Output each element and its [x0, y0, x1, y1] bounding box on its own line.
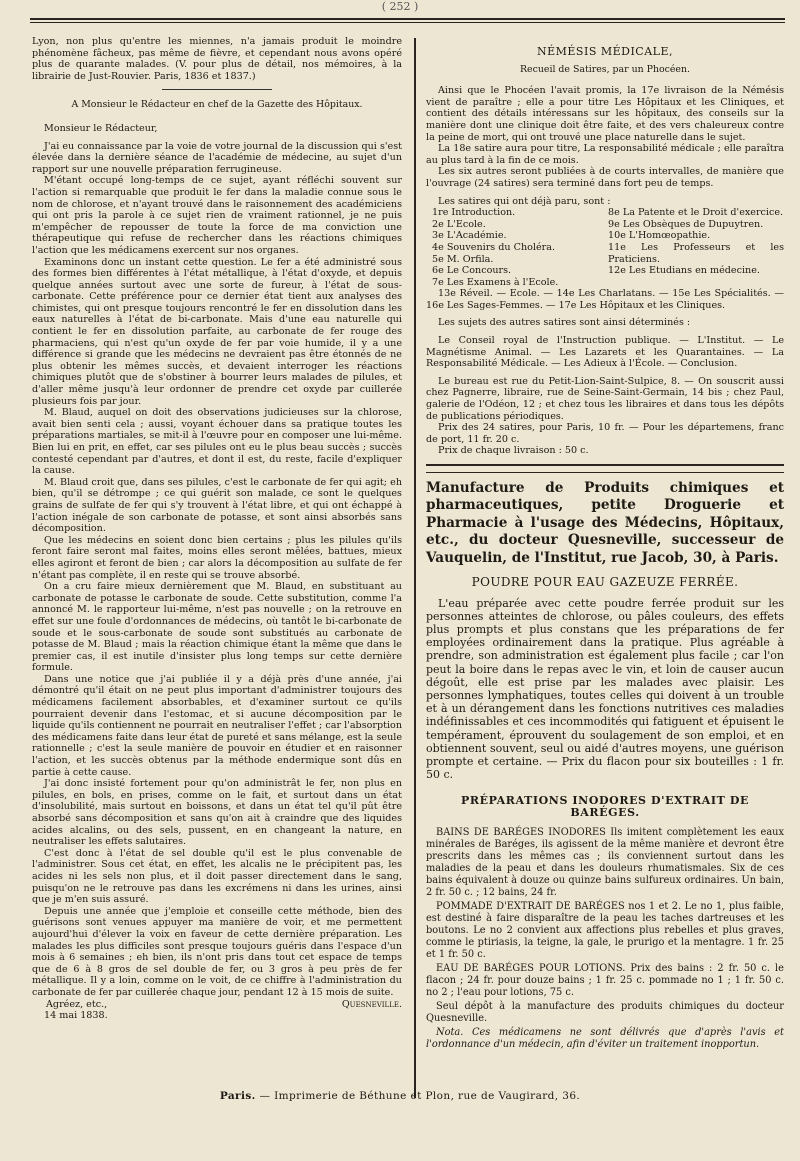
satire-item: 3e L'Académie.: [432, 230, 507, 242]
closing: Agréez, etc.,: [46, 998, 108, 1010]
letter-paragraph: Que les médecins en soient donc bien certains ; plus les pilules qu'ils feront faire seront mal faites, moins elles seront mêlées, battues, mieux elles agiront et feront de bien ; car alors la décomposition au sulfate de fer n'étant pas complète, il en reste qui se trouve absorbé.: [32, 534, 402, 581]
letter-date: 14 mai 1838.: [44, 1010, 108, 1022]
imprint-text: — Imprimerie de Béthune et Plon, rue de Vaugirard, 36.: [259, 1090, 581, 1102]
price-per-issue: Prix de chaque livraison : 50 c.: [438, 445, 589, 457]
letter-paragraph: C'est donc à l'état de sel double qu'il est le plus convenable de l'administrer. Sous cet état, en effet, les alcalis ne le précipitent pas, les acides ni les sels non plus, et il doit passer directement dans le sang, puisqu'on ne le retrouve pas dans les excrémens ni dans les urines, ainsi que je m'en suis assuré.: [32, 847, 402, 906]
satire-item: 4e Souvenirs du Choléra.: [432, 241, 556, 253]
letter-paragraph: Examinons donc un instant cette question. Le fer a été administré sous des formes bien différentes à l'état métallique, à l'état d'oxyde, et depuis quelque années surtout avec une sorte de fureur, à l'état de sous-carbonate. Cette préférence pour ce dernier état tient aux analyses des chimistes, qui ont presque toujours rencontré le fer en dissolution dans les eaux naturelles à l'état de bi-carbonate. Mais d'une eau naturelle qui contient le fer en dissolution parfaite, au carbonate de fer rouge des pharmaciens, qui n'est qu'un oxyde de fer par voie humide, il y a une différence si grande que les médecins ne devraient pas être étonnés de ne plus obtenir les mêmes succès, et devaient interroger les réactions chimiques plutôt que de s'obstiner à bourrer leurs malades de pilules, et d'aller même jusqu'à leur ordonner de prendre cet oxyde par cuillerée plusieurs fois par jour.: [32, 256, 402, 407]
subjects-intro: Les sujets des autres satires sont ainsi déterminés :: [438, 317, 691, 329]
top-rule-thin: [30, 22, 785, 23]
satire-item: 12e Les Etudians en médecine.: [608, 265, 760, 277]
preparations-title: PRÉPARATIONS INODORES D'EXTRAIT DE BARÉGES.: [461, 794, 749, 820]
price-info: Prix des 24 satires, pour Paris, 10 fr. — Pour les départemens, franc de port, 11 fr. 20 c.: [426, 422, 784, 445]
intro-paragraph: Lyon, non plus qu'entre les miennes, n'a jamais produit le moindre phénomène fâcheux, pas même de fièvre, et cependant nous avons opéré plus de quarante malades. (V. pour plus de détail, nos mémoires, à la librairie de Just-Rouvier. Paris, 1836 et 1837.): [32, 36, 402, 82]
satire-item: 9e Les Obsèques de Dupuytren.: [608, 218, 764, 230]
subjects-list: Le Conseil royal de l'Instruction publique. — L'Institut. — Le Magnétisme Animal. — Les Lazarets et les Quarantaines. — La Responsabilité Médicale. — Les Adieux à l'École. — Conclusion.: [426, 335, 784, 370]
letter-paragraph: Depuis une année que j'emploie et conseille cette méthode, bien des guérisons sont venues appuyer ma manière de voir, et me permettent aujourd'hui d'élever la voix en faveur de cette dernière préparation. Les malades les plus difficiles sont presque toujours guéris dans l'espace d'un mois à 6 semaines ; eh bien, ils n'ont pris dans tout cet espace de temps que de 6 à 8 gros de sel double de fer, ou 3 gros à peu près de fer métallique. Il y a loin, comme on le voit, de ce chiffre à l'administration du carbonate de fer par cuillerée chaque jour, pendant 12 à 15 mois de suite.: [32, 905, 402, 998]
imprint-footer: [0, 1090, 800, 1102]
satire-item: 11e Les Professeurs et les Praticiens.: [608, 241, 784, 265]
signature-row: [32, 999, 402, 1011]
section-divider: [162, 89, 272, 90]
preparation-item: POMMADE D'EXTRAIT DE BARÉGES nos 1 et 2. Le no 1, plus faible, est destiné à faire disparaître de la peau les taches dartreuses et les boutons. Le no 2 convient aux affections plus rebelles et plus graves, comme le ptiriasis, la teigne, la gale, le prurigo et la mentagre. 1 fr. 25 et 1 fr. 50 c.: [426, 900, 784, 960]
satire-item: 2e L'Ecole.: [432, 218, 486, 230]
nemesis-title: NÉMÉSIS MÉDICALE,: [536, 45, 673, 58]
satire-item: 6e Le Concours.: [432, 265, 512, 277]
page-number: ( 252 ): [381, 0, 419, 13]
satires-more: 13e Réveil. — Ecole. — 14e Les Charlatans. — 15e Les Spécialités. — 16e Les Sages-Femmes. — 17e Les Hôpitaux et les Cliniques.: [426, 288, 784, 311]
letter-paragraph: J'ai donc insisté fortement pour qu'on administrât le fer, non plus en pilules, en bols, en prises, comme on le fait, et surtout dans un état d'insolubilité, mais surtout en boissons, et dans un état tel qu'il pût être absorbé sans décomposition et sans qu'on ait à craindre que des liquides acides alcalins, ou des sels, pussent, en en changeant la nature, en neutraliser les effets salutaires.: [32, 778, 402, 848]
satire-item: 10e L'Homœopathie.: [608, 230, 711, 242]
depot-note: Seul dépôt à la manufacture des produits chimiques du docteur Quesneville.: [426, 1000, 784, 1024]
nota-note: Nota. Ces médicamens ne sont délivrés que d'après l'avis et l'ordonnance d'un médecin, afin d'éviter un traitement inopportun.: [426, 1026, 784, 1050]
preparation-item: EAU DE BARÉGES POUR LOTIONS. Prix des bains : 2 fr. 50 c. le flacon ; 24 fr. pour douze bains ; 1 fr. 25 c. pommade no 1 ; 1 fr. 50 c. no 2 ; l'eau pour lotions, 75 c.: [426, 962, 784, 998]
poudre-description: L'eau préparée avec cette poudre ferrée produit sur les personnes atteintes de chlorose, ou pâles couleurs, des effets plus prompts et plus constans que les préparations de fer employées ordinairement dans la pratique. Plus agréable à prendre, son administration est également plus facile ; car l'on peut la boire dans le repas avec le vin, et loin de causer aucun dégoût, elle est prise par les malades avec plaisir. Les personnes lymphatiques, toutes celles qui doivent à un trouble et à un dérangement dans les fonctions nutritives ces maladies indéfinissables et ces incommodités qui fatiguent et épuisent le tempérament, éprouvent du soulagement de son emploi, et en obtiennent souvent, seul ou aidé d'autres moyens, une guérison prompte et certaine. — Prix du flacon pour six bouteilles : 1 fr. 50 c.: [426, 596, 784, 782]
nemesis-paragraph: La 18e satire aura pour titre, La responsabilité médicale ; elle paraîtra au plus tard à la fin de ce mois.: [426, 143, 784, 166]
right-column: [426, 36, 784, 1053]
letter-heading: A Monsieur le Rédacteur en chef de la Gazette des Hôpitaux.: [71, 99, 363, 111]
nemesis-subtitle: Recueil de Satires, par un Phocéen.: [520, 63, 690, 75]
nemesis-paragraph: Les six autres seront publiées à de courts intervalles, de manière que l'ouvrage (24 satires) sera terminé dans fort peu de temps.: [426, 166, 784, 189]
satires-intro: Les satires qui ont déjà paru, sont :: [438, 195, 611, 207]
double-rule: [426, 464, 784, 473]
letter-paragraph: M. Blaud, auquel on doit des observations judicieuses sur la chlorose, avait bien senti cela ; aussi, voyant échouer dans sa pratique toutes les préparations martiales, se mit-il à l'œuvre pour en composer une lui-même. Bien lui en prit, en effet, car ses pilules ont eu le plus beau succès ; succès contesté cependant par d'autres, et dont il est, du reste, facile d'expliquer la cause.: [32, 407, 402, 477]
satire-item: 5e M. Orfila.: [432, 253, 494, 265]
poudre-title: POUDRE POUR EAU GAZEUZE FERRÉE.: [471, 575, 739, 590]
satire-item: 1re Introduction.: [432, 207, 516, 219]
letter-paragraph: On a cru faire mieux dernièrement que M. Blaud, en substituant au carbonate de potasse le carbonate de soude. Cette substitution, comme l'a annoncé M. le rapporteur lui-même, n'est pas nouvelle ; on la retrouve en effet sur une foule d'ordonnances de médecins, où tantôt le bi-carbonate de soude et le sous-carbonate de soude sont substitués au carbonate de potasse de M. Blaud ; mais la réaction chimique étant la même que dans le premier cas, il est inutile d'insister plus long temps sur cette dernière formule.: [32, 581, 402, 674]
left-column: [32, 36, 402, 1022]
imprint-city: Paris.: [219, 1090, 256, 1102]
letter-paragraph: M. Blaud croit que, dans ses pilules, c'est le carbonate de fer qui agit; eh bien, qu'il se détrompe ; ce qui guérit son malade, ce sont le quelques grains de sulfate de fer qui s'y trouvent à l'état libre, et qui ont échappé à l'action inégale de son carbonate de potasse, et sont ainsi absorbés sans décomposition.: [32, 476, 402, 535]
signature: Quesneville.: [341, 998, 402, 1010]
letter-paragraph: Dans une notice que j'ai publiée il y a déjà près d'une année, j'ai démontré qu'il était on ne peut plus important d'administrer toujours des médicamens facilement absorbables, et d'examiner surtout ce qu'ils pourraient devenir dans l'estomac, et si aucune décomposition par le liquide qu'ils contiennent ne pourrait en neutraliser l'effet ; car l'absorption des médicamens faite dans leur état de pureté et sans mélange, est la seule rationnelle ; c'est la seule manière de pouvoir en étudier et en raisonner l'action, et les succès obtenus par la méthode endermique sont dûs en partie à cette cause.: [32, 673, 402, 778]
bureau-info: Le bureau est rue du Petit-Lion-Saint-Sulpice, 8. — On souscrit aussi chez Pagnerre, libraire, rue de Seine-Saint-Germain, 14 bis ; chez Paul, galerie de l'Odéon, 12 ; et chez tous les libraires et dans tous les dépôts de publications périodiques.: [426, 375, 784, 422]
column-divider: [414, 38, 416, 1098]
satire-item: 7e Les Examens à l'Ecole.: [432, 276, 559, 288]
nemesis-paragraph: Ainsi que le Phocéen l'avait promis, la 17e livraison de la Némésis vient de paraître ; elle a pour titre Les Hôpitaux et les Cliniques, et contient des détails intéressans sur les hôpitaux, des conseils sur la manière dont une clinique doit être faite, et des vers chaleureux contre la peine de mort, qui ont trouvé une place naturelle dans le sujet.: [426, 85, 784, 143]
satires-list: [432, 207, 784, 288]
satire-item: 8e La Patente et le Droit d'exercice.: [608, 207, 784, 219]
letter-paragraph: M'étant occupé long-temps de ce sujet, ayant réfléchi souvent sur l'action si remarquable que produit le fer dans la maladie connue sous le nom de chlorose, et n'ayant trouvé dans le raisonnement des académiciens qui ont pris la parole à ce sujet rien de vraiment rationnel, je ne puis m'empêcher de repousser de toute la force de ma conviction une thérapeutique qui refuse de rechercher dans les réactions chimiques l'action que les médicamens exercent sur nos organes.: [32, 175, 402, 256]
preparation-item: BAINS DE BARÉGES INODORES Ils imitent complètement les eaux minérales de Baréges, ils agissent de la même manière et devront être prescrits dans les mêmes cas ; ils conviennent surtout dans les maladies de la peau et dans les douleurs rhumatismales. Six de ces bains équivalent à douze ou quinze bains sulfureux ordinaires. Un bain, 2 fr. 50 c. ; 12 bains, 24 fr.: [426, 826, 784, 898]
letter-paragraph: J'ai eu connaissance par la voie de votre journal de la discussion qui s'est élevée dans la dernière séance de l'académie de médecine, au sujet d'un rapport sur une nouvelle préparation ferrugineuse.: [32, 140, 402, 175]
manufacture-heading: Manufacture de Produits chimiques et pharmaceutiques, petite Droguerie et Pharmacie à l'usage des Médecins, Hôpitaux, etc., du docteur Quesneville, successeur de Vauquelin, de l'Institut, rue Jacob, 30, à Paris.: [426, 480, 784, 566]
top-rule: [30, 18, 785, 20]
salutation: Monsieur le Rédacteur,: [44, 122, 158, 134]
